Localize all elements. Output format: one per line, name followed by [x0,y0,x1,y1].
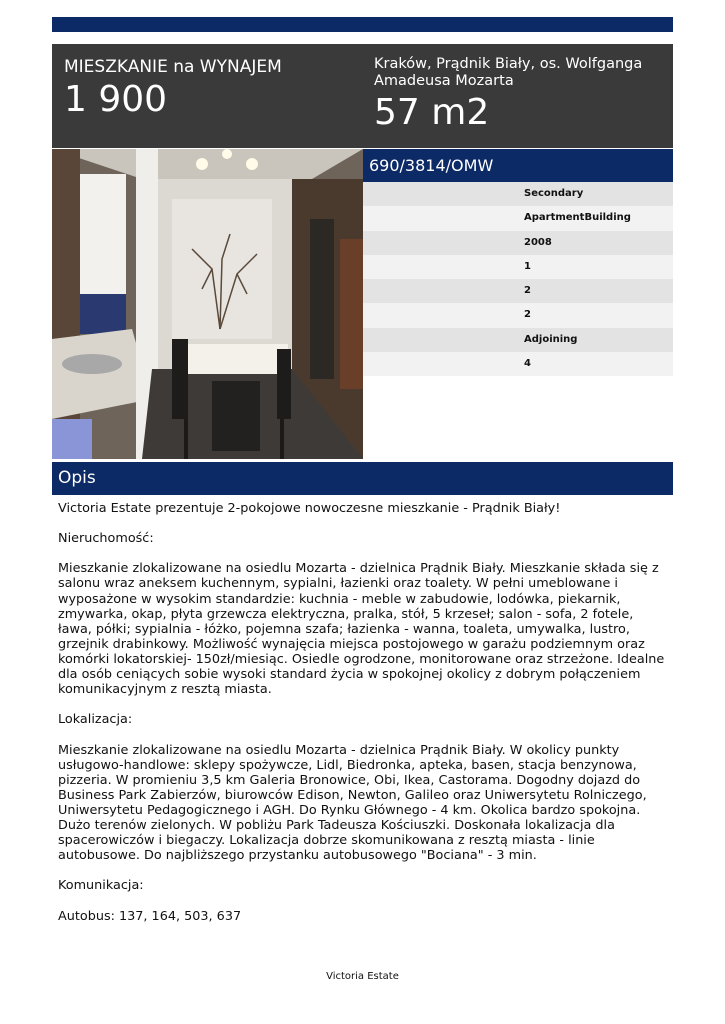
listing-area: 57 m2 [374,92,490,133]
description-transport-text: Autobus: 137, 164, 503, 637 [58,908,242,924]
param-building-type: ApartmentBuilding [363,206,673,230]
description-property-heading: Nieruchomość: [58,531,154,547]
description-transport-heading: Komunikacja: [58,878,144,894]
param-rooms: 2 [363,279,673,303]
param-kitchen: Adjoining [363,328,673,352]
description-property-text: Mieszkanie zlokalizowane na osiedlu Mozarta - dzielnica Prądnik Biały. Mieszkanie składa się z salonu wraz aneksem kuchennym, sypialni, łazienki oraz toalety. W pełni umeblowane i wyposażone w wysokim standardzie: kuchnia - meble w zabudowie, lodówka, piekarnik, zmywarka, okap, płyta grzewcza elektryczna, pralka, stół, 5 krzeseł; salon - sofa, 2 fotele, ława, półki; sypialnia - łóżko, pojemna szafa; łazienka - wanna, toaleta, umywalka, lustro, grzejnik drabinkowy. Możliwość wynajęcia miejsca postojowego w garażu podziemnym oraz komórki lokatorskiej- 150zł/miesiąc. Osiedle ogrodzone, monitorowane oraz strzeżone. Idealne dla osób ceniących sobie wysoki standard życia w spokojnej okolicy z dobrym połączeniem komunikacyjnym z resztą miasta. [58,561,665,698]
reference-number: 690/3814/OMW [363,149,673,182]
header-right [374,56,664,133]
param-market: Secondary [363,182,673,206]
param-year: 2008 [363,231,673,255]
description-location-text: Mieszkanie zlokalizowane na osiedlu Mozarta - dzielnica Prądnik Biały. W okolicy punkty usługowo-handlowe: sklepy spożywcze, Lidl, Biedronka, apteka, basen, stacja benzynowa, pizzeria. W promieniu 3,5 km Galeria Bronowice, Obi, Ikea, Castorama. Dogodny dojazd do Business Park Zabierzów, biurowców Edison, Newton, Galileo oraz Uniwersytetu Rolniczego, Uniwersytetu Pedagogicznego i AGH. Do Rynku Głównego - 4 km. Okolica bardzo spokojna. Dużo terenów zielonych. W pobliżu Park Tadeusza Kościuszki. Doskonała lokalizacja dla spacerowiczów i biegaczy. Lokalizacja dobrze skomunikowana z resztą miasta - linie autobusowe. Do najbliższego przystanku autobusowego "Bociana" - 3 min. [58,742,647,864]
param-floors-total: 4 [363,352,673,376]
description-location-heading: Lokalizacja: [58,712,133,728]
listing-price: 1 900 [64,79,168,120]
param-count: 2 [363,303,673,327]
param-floor: 1 [363,255,673,279]
top-accent-bar [52,17,673,32]
listing-type: MIESZKANIE na WYNAJEM [64,57,282,77]
description-body [58,501,670,939]
description-heading: Opis [52,462,673,495]
header-left [64,56,282,120]
property-photo [52,149,363,459]
footer-agency: Victoria Estate [326,971,399,982]
listing-location: Kraków, Prądnik Biały, os. Wolfganga Amadeusa Mozarta [374,56,643,89]
listing-header [52,44,673,148]
description-intro: Victoria Estate prezentuje 2-pokojowe nowoczesne mieszkanie - Prądnik Biały! [58,501,561,516]
property-params [363,182,673,376]
